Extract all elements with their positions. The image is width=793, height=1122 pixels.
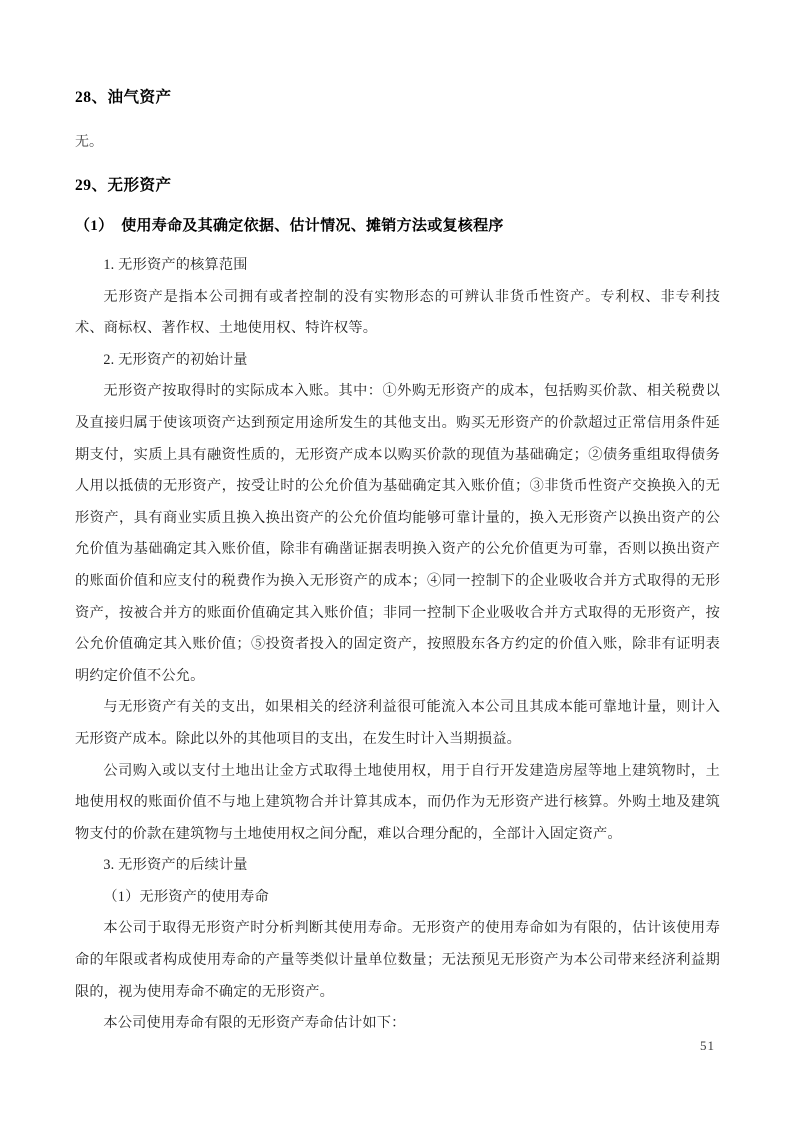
para-initial-measurement-body: 无形资产按取得时的实际成本入账。其中：①外购无形资产的成本，包括购买价款、相关税费以及直接归属于使该项资产达到预定用途所发生的其他支出。购买无形资产的价款超过正常信用条件延期支付，实质上具有融资性质的，无形资产成本以购买价款的现值为基础确定；②债务重组取得债务人用以抵债的无形资产，按受让时的公允价值为基础确定其入账价值；③非货币性资产交换换入的无形资产，具有商业实质且换入换出资产的公允价值均能够可靠计量的，换入无形资产以换出资产的公允价值为基础确定其入账价值，除非有确凿证据表明换入资产的公允价值更为可靠，否则以换出资产的账面价值和应支付的税费作为换入无形资产的成本；④同一控制下的企业吸收合并方式取得的无形资产，按被合并方的账面价值确定其入账价值；非同一控制下企业吸收合并方式取得的无形资产，按公允价值确定其入账价值；⑤投资者投入的固定资产，按照股东各方约定的价值入账，除非有证明表明约定价值不公允。 — [75, 383, 720, 684]
para-initial-measurement-title: 2. 无形资产的初始计量 — [103, 351, 248, 368]
para-related-expenditure: 与无形资产有关的支出，如果相关的经济利益很可能流入本公司且其成本能可靠地计量，则计入无形资产成本。除此以外的其他项目的支出，在发生时计入当期损益。 — [75, 699, 720, 747]
heading-29-intangible-assets: 29、无形资产 — [75, 177, 172, 194]
heading-28-oil-gas-assets: 28、油气资产 — [75, 89, 172, 106]
para-useful-life-body: 本公司于取得无形资产时分析判断其使用寿命。无形资产的使用寿命如为有限的，估计该使用寿命的年限或者构成使用寿命的产量等类似计量单位数量；无法预见无形资产为本公司带来经济利益期限的，视为使用寿命不确定的无形资产。 — [75, 920, 720, 1000]
para-useful-life-subtitle: （1）无形资产的使用寿命 — [103, 888, 269, 905]
none-text: 无。 — [75, 135, 103, 150]
para-subsequent-measurement-title: 3. 无形资产的后续计量 — [103, 857, 248, 874]
page-number: 51 — [700, 1038, 715, 1053]
para-land-use-right: 公司购入或以支付土地出让金方式取得土地使用权，用于自行开发建造房屋等地上建筑物时，土地使用权的账面价值不与地上建筑物合并计算其成本，而仍作为无形资产进行核算。外购土地及建筑物支付的价款在建筑物与土地使用权之间分配，难以合理分配的，全部计入固定资产。 — [75, 762, 720, 842]
para-life-estimate-intro: 本公司使用寿命有限的无形资产寿命估计如下： — [103, 1015, 406, 1032]
para-scope-title: 1. 无形资产的核算范围 — [103, 257, 248, 273]
para-scope-body: 无形资产是指本公司拥有或者控制的没有实物形态的可辨认非货币性资产。专利权、非专利技术、商标权、著作权、土地使用权、特许权等。 — [75, 288, 720, 337]
document-content — [75, 86, 720, 1040]
heading-useful-life-and-amortization: （1） 使用寿命及其确定依据、估计情况、摊销方法或复核程序 — [75, 218, 504, 234]
